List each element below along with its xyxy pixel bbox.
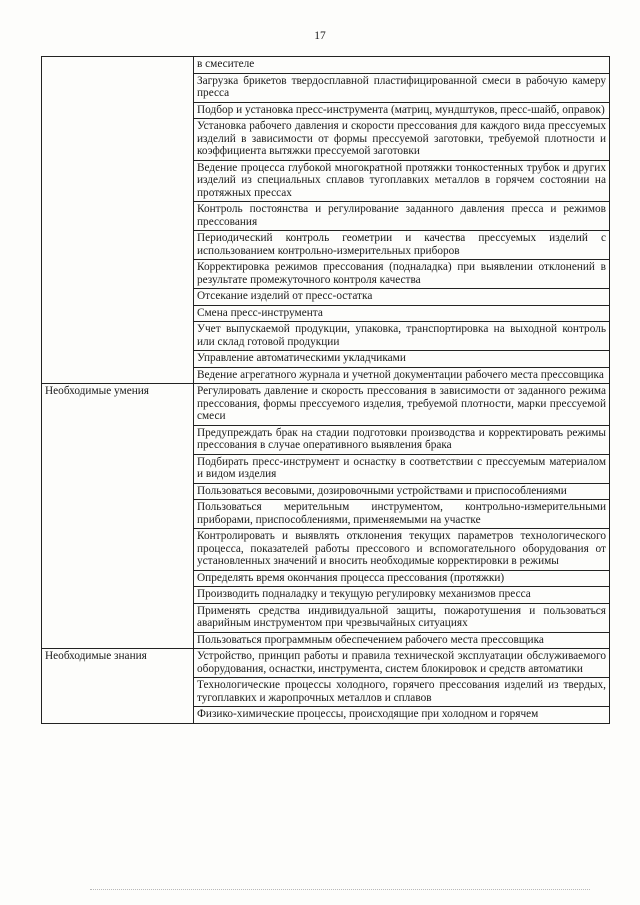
page-number: 17: [314, 30, 326, 42]
item-cell: в смесителе: [194, 57, 610, 74]
item-cell: Смена пресс-инструмента: [194, 305, 610, 322]
item-cell: Пользоваться мерительным инструментом, контрольно-измерительными приборами, приспособлениями, применяемыми на участке: [194, 500, 610, 529]
item-cell: Управление автоматическими укладчиками: [194, 351, 610, 368]
item-cell: Отсекание изделий от пресс-остатка: [194, 289, 610, 306]
item-cell: Устройство, принцип работы и правила технической эксплуатации обслуживаемого оборудования, оснастки, инструмента, систем блокировок и средств автоматики: [194, 649, 610, 678]
table-row: [42, 649, 610, 678]
item-cell: Пользоваться программным обеспечением рабочего места прессовщика: [194, 632, 610, 649]
requirements-table: [41, 56, 610, 724]
item-cell: Подбор и установка пресс-инструмента (матриц, мундштуков, пресс-шайб, оправок): [194, 102, 610, 119]
item-cell: Учет выпускаемой продукции, упаковка, транспортировка на выходной контроль или склад готовой продукции: [194, 322, 610, 351]
category-cell: Необходимые умения: [42, 384, 194, 649]
scan-artifact-line: [90, 889, 590, 892]
item-cell: Корректировка режимов прессования (подналадка) при выявлении отклонений в результате промежуточного контроля качества: [194, 260, 610, 289]
item-cell: Установка рабочего давления и скорости прессования для каждого вида прессуемых изделий в зависимости от формы прессуемой заготовки, требуемой плотности и коэффициента вытяжки прессуемой заготовки: [194, 119, 610, 161]
category-cell: Необходимые знания: [42, 649, 194, 724]
item-cell: Периодический контроль геометрии и качества прессуемых изделий с использованием контрольно-измерительных приборов: [194, 231, 610, 260]
item-cell: Ведение агрегатного журнала и учетной документации рабочего места прессовщика: [194, 367, 610, 384]
item-cell: Физико-химические процессы, происходящие при холодном и горячем: [194, 707, 610, 724]
item-cell: Ведение процесса глубокой многократной протяжки тонкостенных трубок и других изделий из специальных сплавов тугоплавких металлов в горячем состоянии на протяжных прессах: [194, 160, 610, 202]
item-cell: Регулировать давление и скорость прессования в зависимости от заданного режима прессования, формы прессуемого изделия, требуемой плотности, марки прессуемой смеси: [194, 384, 610, 426]
item-cell: Загрузка брикетов твердосплавной пластифицированной смеси в рабочую камеру пресса: [194, 73, 610, 102]
table-row: [42, 384, 610, 426]
item-cell: Определять время окончания процесса прессования (протяжки): [194, 570, 610, 587]
item-cell: Предупреждать брак на стадии подготовки производства и корректировать режимы прессования в случае оперативного выявления брака: [194, 425, 610, 454]
item-cell: Производить подналадку и текущую регулировку механизмов пресса: [194, 587, 610, 604]
item-cell: Контроль постоянства и регулирование заданного давления пресса и режимов прессования: [194, 202, 610, 231]
item-cell: Пользоваться весовыми, дозировочными устройствами и приспособлениями: [194, 483, 610, 500]
item-cell: Технологические процессы холодного, горячего прессования изделий из твердых, тугоплавких и жаропрочных металлов и сплавов: [194, 678, 610, 707]
item-cell: Контролировать и выявлять отклонения текущих параметров технологического процесса, показателей работы прессового и вспомогательного оборудования от установленных значений и вносить необходимые корректировки в режимы: [194, 529, 610, 571]
item-cell: Подбирать пресс-инструмент и оснастку в соответствии с прессуемым материалом и видом изделия: [194, 454, 610, 483]
table-row: [42, 57, 610, 74]
table-body: [42, 57, 610, 724]
category-cell: [42, 57, 194, 384]
item-cell: Применять средства индивидуальной защиты, пожаротушения и пользоваться аварийным инструментом при чрезвычайных ситуациях: [194, 603, 610, 632]
